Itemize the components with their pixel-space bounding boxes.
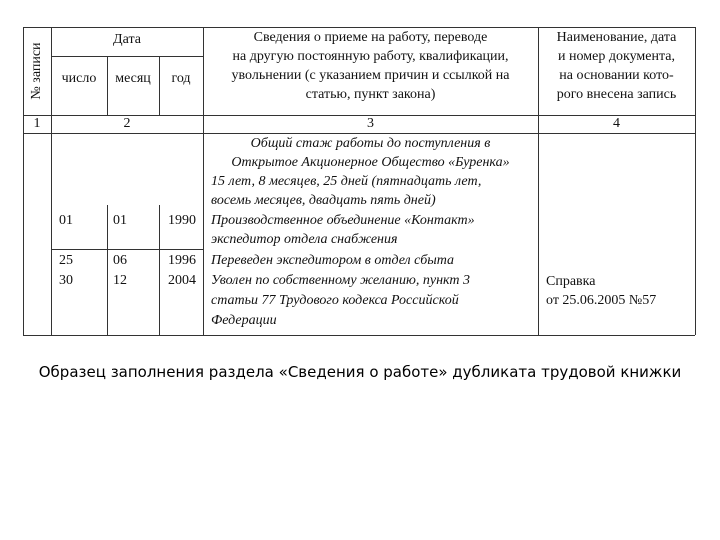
record-2-day: 01 <box>59 213 73 228</box>
record-1-line-1: Общий стаж работы до поступления в <box>250 136 491 151</box>
record-4-doc-line-2: от 25.06.2005 №57 <box>546 293 657 308</box>
record-3-year: 1996 <box>168 253 196 268</box>
record-4-line-1: Уволен по собственному желанию, пункт 3 <box>211 273 471 288</box>
day-month-rule <box>107 205 108 335</box>
table-left-border <box>23 27 24 335</box>
month-year-rule <box>159 205 160 335</box>
figure-caption: Образец заполнения раздела «Сведения о работе» дубликата трудовой книжки <box>38 363 682 381</box>
table-right-border <box>695 27 696 335</box>
employment-record-table <box>23 27 695 335</box>
doc-header-line-4: рого внесена запись <box>556 87 677 102</box>
record-2-line-2: экспедитор отдела снабжения <box>211 232 398 247</box>
record-4-year: 2004 <box>168 273 196 288</box>
date-row-separator <box>51 249 203 250</box>
record-2-line-1: Производственное объединение «Контакт» <box>211 213 475 228</box>
info-header-line-3: увольнении (с указанием причин и ссылкой на <box>231 68 510 83</box>
table-bottom-border <box>23 335 695 336</box>
info-header-line-4: статью, пункт закона) <box>305 87 436 102</box>
record-4-day: 30 <box>59 273 73 288</box>
column-number-1: 1 <box>33 116 41 131</box>
column-numbers-rule <box>23 133 695 134</box>
column-number-2: 2 <box>123 116 131 131</box>
record-4-month: 12 <box>113 273 127 288</box>
record-2-year: 1990 <box>168 213 196 228</box>
record-1-line-2: Открытое Акционерное Общество «Буренка» <box>231 155 510 170</box>
year-header: год <box>171 71 191 86</box>
num-column-header: № записи <box>29 42 44 100</box>
doc-header-line-2: и номер документа, <box>558 49 675 64</box>
record-1-line-3: 15 лет, 8 месяцев, 25 дней (пятнадцать лет, <box>211 174 482 189</box>
record-1-line-4: восемь месяцев, двадцать пять дней) <box>211 193 436 208</box>
doc-header-line-1: Наименование, дата <box>556 30 677 45</box>
doc-header-line-3: на основании кото- <box>559 68 674 83</box>
record-4-line-3: Федерации <box>211 313 277 328</box>
record-4-line-2: статьи 77 Трудового кодекса Российской <box>211 293 459 308</box>
month-header: месяц <box>115 71 151 86</box>
record-3-month: 06 <box>113 253 127 268</box>
date-header: Дата <box>113 32 141 47</box>
info-header-line-2: на другую постоянную работу, квалификации, <box>232 49 509 64</box>
record-3-day: 25 <box>59 253 73 268</box>
record-4-doc-line-1: Справка <box>546 274 596 289</box>
column-number-3: 3 <box>367 116 374 131</box>
column-number-4: 4 <box>613 116 620 131</box>
record-3-line-1: Переведен экспедитором в отдел сбыта <box>211 253 454 268</box>
day-header: число <box>61 71 97 86</box>
date-subheader-rule <box>51 56 203 57</box>
table-top-border <box>23 27 695 28</box>
record-2-month: 01 <box>113 213 127 228</box>
info-header-line-1: Сведения о приеме на работу, переводе <box>253 30 488 45</box>
